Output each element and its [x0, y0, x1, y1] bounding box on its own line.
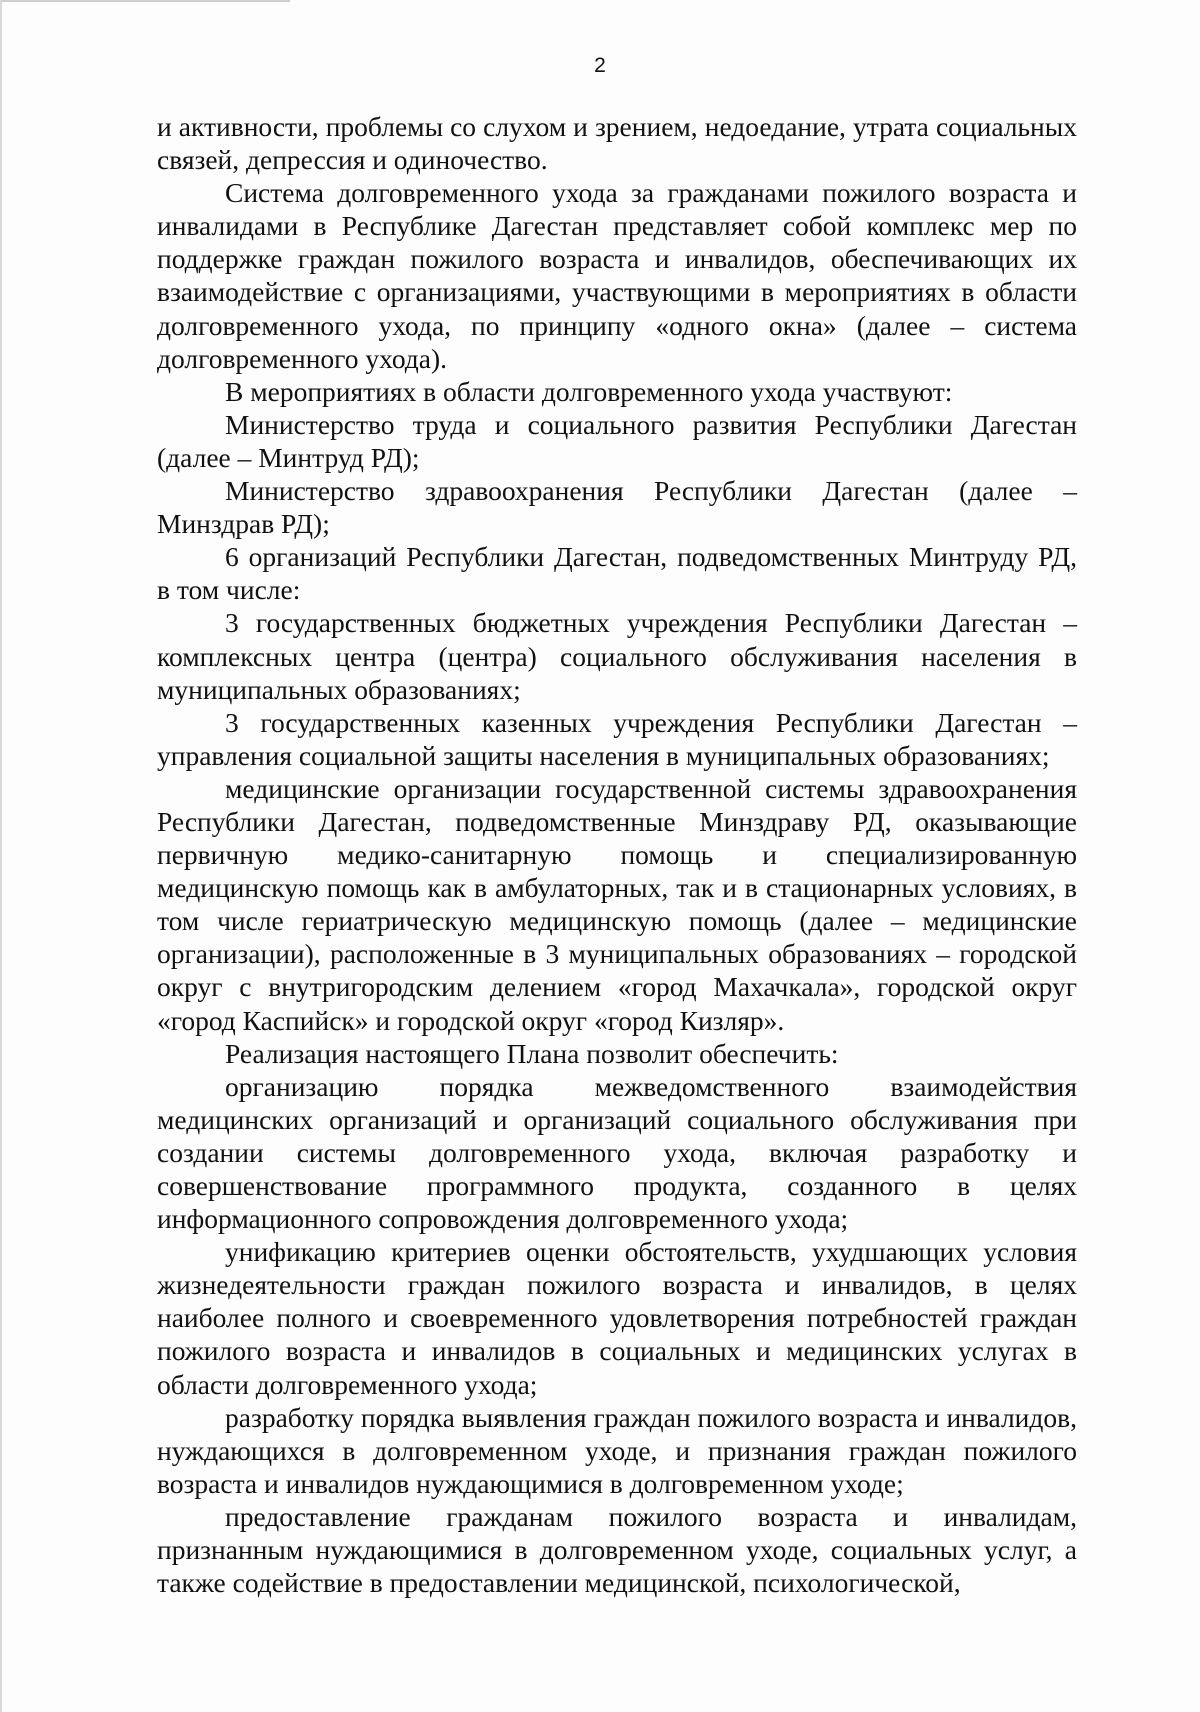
paragraph: разработку порядка выявления граждан пожилого возраста и инвалидов, нуждающихся в долговременном уходе, и признания граждан пожилого возраста и инвалидов нуждающимися в долговременном уходе; — [157, 1401, 1077, 1499]
scan-edge-line — [0, 0, 290, 2]
paragraph: Министерство труда и социального развития Республики Дагестан (далее – Минтруд РД); — [157, 408, 1077, 473]
paragraph: и активности, проблемы со слухом и зрением, недоедание, утрата социальных связей, депрессия и одиночество. — [157, 111, 1077, 176]
paragraph: организацию порядка межведомственного взаимодействия медицинских организаций и организаций социального обслуживания при создании системы долговременного ухода, включая разработку и совершенствование программного продукта, созданного в целях информационного сопровождения долговременного ухода; — [157, 1070, 1077, 1235]
paragraph: Министерство здравоохранения Республики Дагестан (далее – Минздрав РД); — [157, 475, 1077, 540]
scan-edge-mark — [0, 0, 2, 1712]
paragraph: Система долговременного ухода за гражданами пожилого возраста и инвалидами в Республике Дагестан представляет собой комплекс мер по поддержке граждан пожилого возраста и инвалидов, обеспечивающих их взаимодействие с организациями, участвующими в мероприятиях в области долговременного ухода, по принципу «одного окна» (далее – система долговременного ухода). — [157, 177, 1077, 374]
paragraph: В мероприятиях в области долговременного ухода участвуют: — [225, 375, 953, 407]
paragraph: 3 государственных казенных учреждения Республики Дагестан – управления социальной защиты населения в муниципальных образованиях; — [157, 706, 1077, 771]
paragraph: Реализация настоящего Плана позволит обеспечить: — [225, 1037, 839, 1069]
page-number: 2 — [594, 54, 606, 77]
paragraph: 3 государственных бюджетных учреждения Республики Дагестан – комплексных центра (центра) социального обслуживания населения в муниципальных образованиях; — [157, 607, 1077, 705]
document-body — [157, 110, 1077, 1599]
paragraph: унификацию критериев оценки обстоятельств, ухудшающих условия жизнедеятельности граждан пожилого возраста и инвалидов, в целях наиболее полного и своевременного удовлетворения потребностей граждан пожилого возраста и инвалидов в социальных и медицинских услугах в области долговременного ухода; — [157, 1236, 1077, 1400]
paragraph: медицинские организации государственной системы здравоохранения Республики Дагестан, подведомственные Минздраву РД, оказывающие первичную медико-санитарную помощь и специализированную медицинскую помощь как в амбулаторных, так и в стационарных условиях, в том числе гериатрическую медицинскую помощь (далее – медицинские организации), расположенные в 3 муниципальных образованиях – городской округ с внутригородским делением «город Махачкала», городской округ «город Каспийск» и городской округ «город Кизляр». — [157, 772, 1077, 1036]
paragraph: 6 организаций Республики Дагестан, подведомственных Минтруду РД, в том числе: — [157, 541, 1077, 606]
paragraph: предоставление гражданам пожилого возраста и инвалидам, признанным нуждающимися в долговременном уходе, социальных услуг, а также содействие в предоставлении медицинской, психологической, — [157, 1500, 1077, 1599]
